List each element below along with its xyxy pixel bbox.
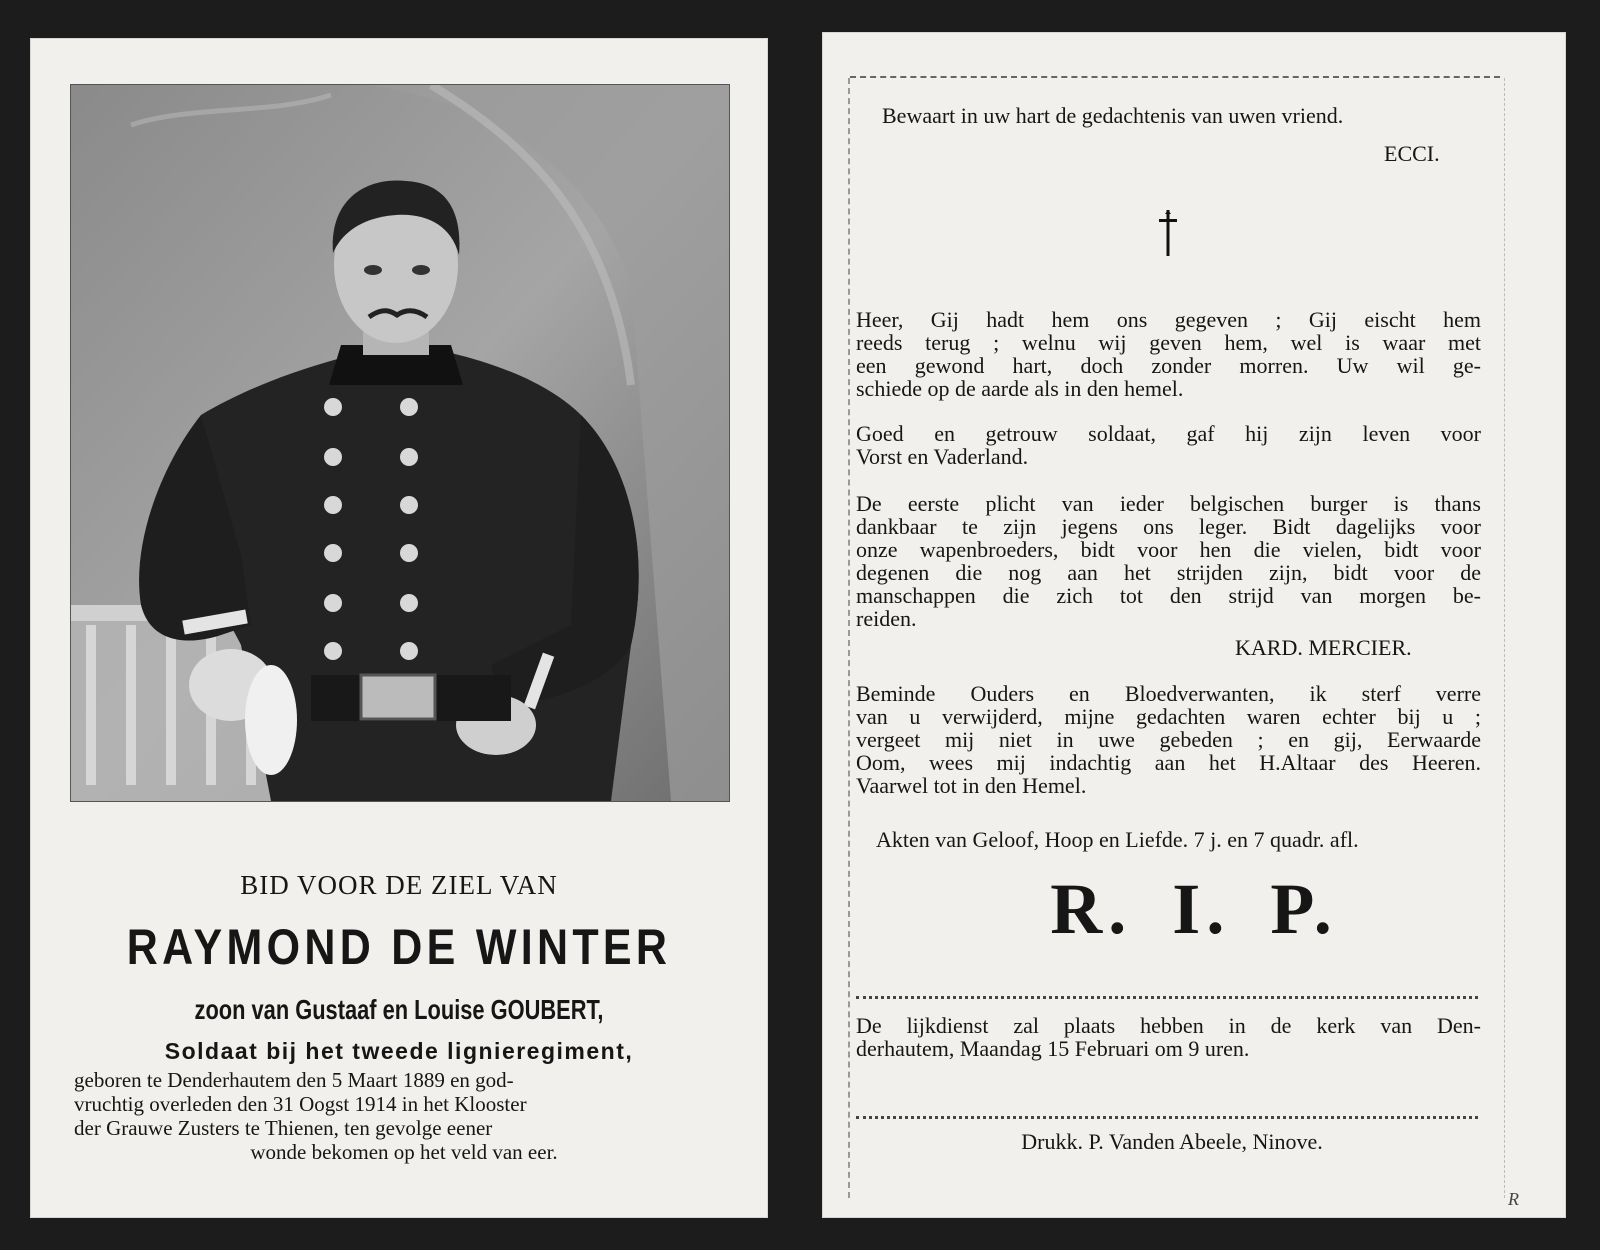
paragraph-line: Goed en getrouw soldaat, gaf hij zijn leven voor bbox=[856, 421, 1481, 446]
deceased-name: RAYMOND DE WINTER bbox=[126, 919, 672, 975]
paragraph-line: Beminde Ouders en Bloedverwanten, ik sterf verre bbox=[856, 681, 1481, 706]
paragraph-line: een gewond hart, doch zonder morren. Uw wil ge- bbox=[856, 353, 1481, 378]
left-card bbox=[30, 38, 768, 1218]
biography-line: wonde bekomen op het veld van eer. bbox=[250, 1140, 558, 1164]
quote-source: ECCI. bbox=[1384, 141, 1440, 166]
paragraph-line: De lijkdienst zal plaats hebben in de kerk van Den- bbox=[856, 1013, 1481, 1038]
paragraph-line: Oom, wees mij indachtig aan het H.Altaar des Heeren. bbox=[856, 750, 1481, 775]
cross-icon bbox=[1156, 210, 1180, 256]
memorial-quote: Bewaart in uw hart de gedachtenis van uwen vriend. bbox=[882, 103, 1344, 128]
soldier-portrait-image bbox=[71, 85, 729, 801]
rip-mark bbox=[822, 868, 1566, 951]
rank-line: Soldaat bij het tweede lignieregiment, bbox=[164, 1038, 634, 1064]
rip-letter: I. bbox=[1172, 869, 1231, 949]
soldier-paragraph bbox=[856, 422, 1481, 468]
paragraph-line: Heer, Gij hadt hem ons gegeven ; Gij eischt hem bbox=[856, 307, 1481, 332]
dashed-border-right bbox=[1504, 78, 1505, 1198]
paragraph-line: Vorst en Vaderland. bbox=[856, 444, 1029, 469]
paragraph-line: degenen die nog aan het strijden zijn, bidt voor de bbox=[856, 560, 1481, 585]
paragraph-line: dankbaar te zijn jegens ons leger. Bidt dagelijks voor bbox=[856, 514, 1481, 539]
paragraph-line: onze wapenbroeders, bidt voor hen die vielen, bidt voor bbox=[856, 537, 1481, 562]
prayer-paragraph bbox=[856, 308, 1481, 400]
paragraph-line: derhautem, Maandag 15 Februari om 9 uren. bbox=[856, 1036, 1250, 1061]
paragraph-line: schiede op de aarde als in den hemel. bbox=[856, 376, 1184, 401]
paragraph-line: De eerste plicht van ieder belgischen burger is thans bbox=[856, 491, 1481, 516]
paragraph-line: reeds terug ; welnu wij geven hem, wel is waar met bbox=[856, 330, 1481, 355]
mercier-signature: KARD. MERCIER. bbox=[1235, 635, 1412, 660]
biography-line: geboren te Denderhautem den 5 Maart 1889 en god- bbox=[74, 1068, 514, 1092]
right-card bbox=[822, 32, 1566, 1218]
prayer-heading: BID VOOR DE ZIEL VAN bbox=[240, 870, 558, 900]
rip-letter: P. bbox=[1270, 869, 1338, 949]
dotted-divider bbox=[856, 996, 1478, 999]
biography-line: der Grauwe Zusters te Thienen, ten gevolge eener bbox=[74, 1116, 493, 1140]
parents-line: zoon van Gustaaf en Louise GOUBERT, bbox=[194, 994, 604, 1025]
paragraph-line: Vaarwel tot in den Hemel. bbox=[856, 773, 1087, 798]
paragraph-line: manschappen die zich tot den strijd van morgen be- bbox=[856, 583, 1481, 608]
corner-mark: R bbox=[1508, 1189, 1519, 1209]
rip-letter: R. bbox=[1050, 869, 1133, 949]
portrait-photo bbox=[70, 84, 730, 802]
dotted-divider bbox=[856, 1116, 1478, 1119]
paragraph-line: van u verwijderd, mijne gedachten waren echter bij u ; bbox=[856, 704, 1481, 729]
paragraph-line: reiden. bbox=[856, 606, 917, 631]
funeral-service-text bbox=[856, 1014, 1481, 1060]
biography-text bbox=[74, 1068, 734, 1164]
paragraph-line: vergeet mij niet in uwe gebeden ; en gij, Eerwaarde bbox=[856, 727, 1481, 752]
indulgence-note: Akten van Geloof, Hoop en Liefde. 7 j. en 7 quadr. afl. bbox=[876, 827, 1359, 852]
dashed-border-top bbox=[850, 76, 1500, 78]
dashed-border-left bbox=[848, 78, 850, 1198]
farewell-paragraph bbox=[856, 682, 1481, 797]
biography-line: vruchtig overleden den 31 Oogst 1914 in het Klooster bbox=[74, 1092, 527, 1116]
printer-credit: Drukk. P. Vanden Abeele, Ninove. bbox=[1021, 1129, 1323, 1154]
mercier-paragraph bbox=[856, 492, 1481, 630]
